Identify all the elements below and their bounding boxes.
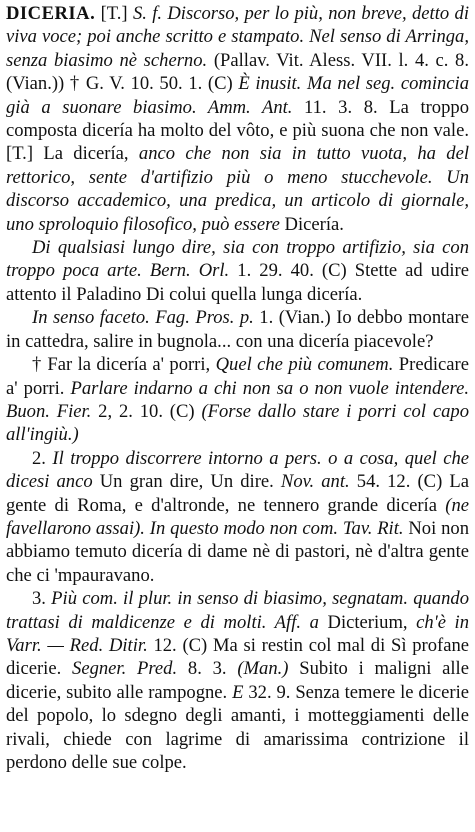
text-segment: (Pallav. Vit. Aless. VII. l. 4. c. 8. (Vian.)) † G. V. 10. 50. 1. (C) — [6, 49, 470, 95]
italic-text-segment: Quel che più comunem. — [215, 354, 394, 376]
entry-paragraph — [6, 306, 469, 353]
entry-paragraph — [6, 587, 469, 774]
italic-text-segment: (ne favellarono assai). In questo modo non com. Tav. Rit. — [6, 494, 469, 539]
italic-text-segment: Parlare indarno a chi non sa o non vuole intendere. Buon. Fier. — [6, 377, 469, 422]
text-segment: Dicterium, — [318, 611, 417, 633]
text-segment: 2, 2. 10. (C) — [91, 400, 202, 422]
text-segment: 2. — [32, 447, 53, 469]
text-segment: 12. (C) Ma si restin col mal di Sì profane dicerie. — [6, 634, 470, 680]
text-segment: Noi non abbiamo temuto dicería di dame nè di pastori, nè d'altra gente che ci 'mpauravano. — [6, 517, 470, 586]
text-segment: 8. 3. — [177, 658, 238, 680]
text-segment: [T.] — [95, 3, 133, 24]
italic-text-segment: S. f. Discorso, per lo più, non breve, detto di viva voce; poi anche scritto e stampato. Nel senso di Arringa, senza biasimo nè scherno. — [6, 3, 469, 71]
italic-text-segment: Più com. il plur. in senso di biasimo, segnatam. quando trattasi di maldicenze e di molti. Aff. a — [6, 588, 469, 633]
italic-text-segment: (Forse dallo stare i porri col capo all'ingiù.) — [6, 400, 469, 446]
text-segment: 54. 12. (C) La gente di Roma, e d'altronde, ne tennero grande dicería — [6, 471, 470, 516]
text-segment: Predicare a' porri. — [6, 354, 469, 399]
italic-text-segment: anco che non sia in tutto vuota, ha del rettorico, sente d'artifizio più o meno stucchevole. Un discorso accademico, una predica, un articolo di giornale, uno sproloquio filosofico, può essere — [6, 143, 470, 235]
entry-paragraph — [6, 447, 469, 587]
text-segment: † Far la dicería a' porri, — [32, 354, 216, 376]
text-segment: 32. 9. Senza temere le dicerie del popolo, lo sdegno degli amanti, i motteggiamenti delle rivali, chiede con lagrime di amarissima contrizione il perdono delle sue colpe. — [6, 681, 469, 773]
italic-text-segment: È inusit. Ma nel seg. comincia già a suonare biasimo. Amm. Ant. — [6, 73, 469, 118]
text-segment: Subito i maligni alle dicerie, subito alle rampogne. — [6, 658, 469, 703]
italic-text-segment: Segner. Pred. — [72, 658, 178, 680]
italic-text-segment: Il troppo discorrere intorno a pers. o a cosa, quel che dicesi anco — [6, 447, 470, 493]
entry-paragraph — [6, 236, 469, 306]
italic-text-segment: ch'è in Varr. — Red. Ditir. — [6, 611, 470, 656]
text-segment: Dicería. — [279, 213, 344, 235]
dictionary-entry-diceria — [6, 2, 469, 774]
headword: DICERIA. — [6, 3, 96, 24]
text-segment: 11. 3. 8. La troppo composta dicería ha molto del vôto, e più suona che non vale. [T.] La dicería, — [6, 96, 469, 165]
italic-text-segment: Nov. ant. — [280, 471, 350, 493]
entry-paragraph — [6, 353, 469, 447]
text-segment: 1. 29. 40. (C) Stette ad udire attento il Paladino Di colui quella lunga dicería. — [6, 260, 469, 305]
text-segment: 1. (Vian.) Io debbo montare in cattedra, salire in bugnola... con una dicería piacevole? — [6, 307, 469, 352]
text-segment: Un gran dire, Un dire. — [92, 471, 281, 493]
italic-text-segment: Di qualsiasi lungo dire, sia con troppo artifizio, sia con troppo poca arte. Bern. Orl. — [6, 237, 469, 282]
italic-text-segment: In senso faceto. Fag. Pros. p. — [32, 307, 254, 329]
entry-paragraph — [6, 2, 469, 236]
italic-text-segment: (Man.) — [237, 658, 289, 680]
italic-text-segment: E — [232, 681, 244, 703]
text-segment: 3. — [32, 588, 52, 610]
